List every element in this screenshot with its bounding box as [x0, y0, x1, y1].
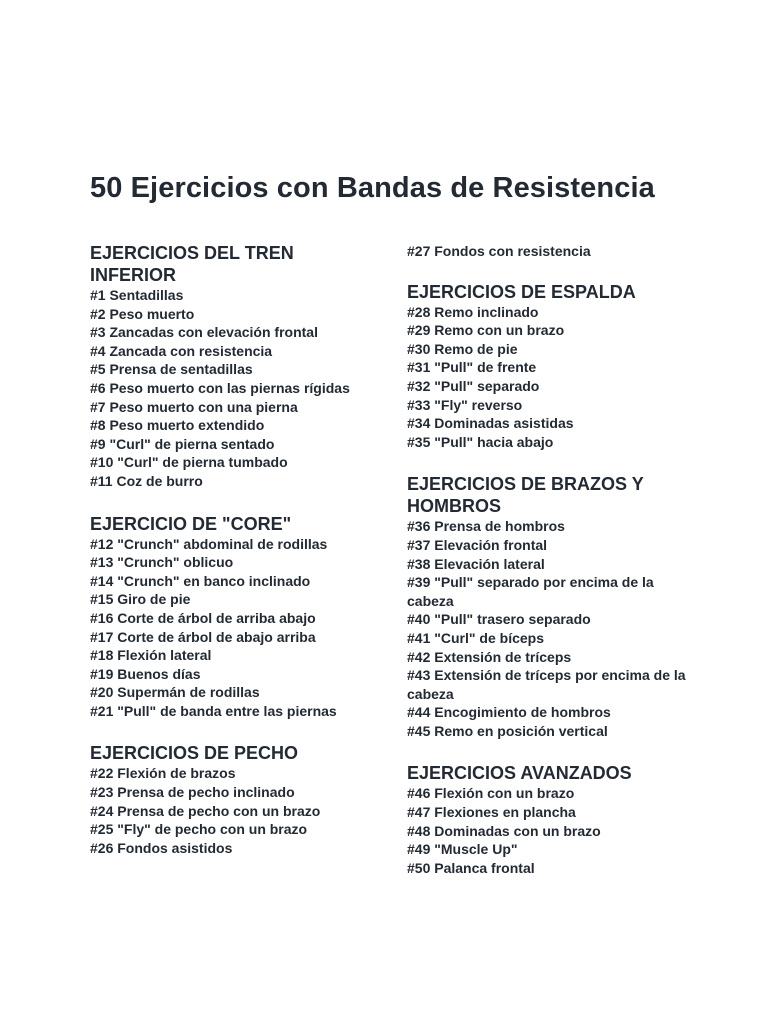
- left-column: [90, 242, 375, 879]
- exercise-item: #15 Giro de pie: [90, 591, 191, 608]
- exercise-item: #1 Sentadillas: [90, 287, 184, 303]
- exercise-section: [407, 762, 689, 877]
- exercise-section: [90, 513, 375, 721]
- exercise-item: #45 Remo en posición vertical: [407, 722, 608, 739]
- exercise-item: #35 "Pull" hacia abajo: [407, 433, 554, 450]
- exercise-item: #48 Dominadas con un brazo: [407, 822, 601, 839]
- exercise-item: #13 "Crunch" oblicuo: [90, 554, 234, 571]
- exercise-item: #19 Buenos días: [90, 665, 201, 682]
- exercise-item: #16 Corte de árbol de arriba abajo: [90, 609, 316, 626]
- exercise-item: #32 "Pull" separado: [407, 377, 540, 394]
- exercise-item: #10 "Curl" de pierna tumbado: [90, 454, 288, 471]
- exercise-item: #11 Coz de burro: [90, 472, 203, 489]
- exercise-section: [90, 242, 375, 491]
- exercise-item: #17 Corte de árbol de abajo arriba: [90, 628, 316, 645]
- exercise-item: #31 "Pull" de frente: [407, 359, 537, 376]
- page-title: 50 Ejercicios con Bandas de Resistencia: [90, 172, 655, 204]
- section-heading: EJERCICIOS DE ESPALDA: [407, 281, 636, 302]
- exercise-item: #42 Extensión de tríceps: [407, 648, 572, 665]
- exercise-item: #29 Remo con un brazo: [407, 322, 565, 339]
- exercise-list: [90, 535, 375, 721]
- exercise-section: [407, 473, 689, 740]
- exercise-item: #38 Elevación lateral: [407, 555, 545, 572]
- section-heading: EJERCICIOS AVANZADOS: [407, 763, 632, 784]
- exercise-item: #4 Zancada con resistencia: [90, 342, 273, 359]
- exercise-item: #33 "Fly" reverso: [407, 396, 523, 413]
- exercise-item: #50 Palanca frontal: [407, 859, 535, 876]
- exercise-item: #43 Extensión de tríceps por encima de la cabeza: [407, 667, 686, 702]
- exercise-item: #14 "Crunch" en banco inclinado: [90, 572, 311, 589]
- exercise-section: [90, 742, 375, 857]
- exercise-item: #8 Peso muerto extendido: [90, 417, 265, 434]
- exercise-item: #49 "Muscle Up": [407, 841, 518, 858]
- section-heading: EJERCICIOS DEL TREN INFERIOR: [90, 243, 294, 285]
- exercise-list: [407, 242, 689, 261]
- exercise-item: #9 "Curl" de pierna sentado: [90, 435, 275, 452]
- section-heading: EJERCICIOS DE PECHO: [90, 743, 299, 764]
- exercise-list: [90, 286, 375, 491]
- section-heading: EJERCICIO DE "CORE": [90, 513, 292, 534]
- exercise-item: #26 Fondos asistidos: [90, 839, 233, 856]
- exercise-item: #47 Flexiones en plancha: [407, 804, 576, 821]
- exercise-list: [407, 517, 689, 740]
- exercise-item: #27 Fondos con resistencia: [407, 243, 591, 259]
- exercise-item: #24 Prensa de pecho con un brazo: [90, 802, 321, 819]
- exercise-item: #40 "Pull" trasero separado: [407, 611, 591, 628]
- exercise-item: #28 Remo inclinado: [407, 303, 539, 320]
- exercise-section: [407, 281, 689, 452]
- exercise-item: #41 "Curl" de bíceps: [407, 629, 544, 646]
- exercise-item: #12 "Crunch" abdominal de rodillas: [90, 535, 328, 552]
- exercise-item: #22 Flexión de brazos: [90, 765, 236, 782]
- exercise-item: #7 Peso muerto con una pierna: [90, 398, 298, 415]
- exercise-item: #34 Dominadas asistidas: [407, 415, 574, 432]
- exercise-list: [90, 764, 375, 857]
- exercise-item: #30 Remo de pie: [407, 340, 518, 357]
- exercise-item: #46 Flexión con un brazo: [407, 785, 575, 802]
- section-heading: EJERCICIOS DE BRAZOS Y HOMBROS: [407, 474, 644, 517]
- exercise-item: #37 Elevación frontal: [407, 536, 548, 553]
- exercise-list: [407, 784, 689, 877]
- exercise-item: #6 Peso muerto con las piernas rígidas: [90, 379, 350, 396]
- exercise-item: #2 Peso muerto: [90, 305, 195, 322]
- exercise-section: [407, 242, 689, 261]
- exercise-item: #3 Zancadas con elevación frontal: [90, 324, 318, 341]
- exercise-item: #5 Prensa de sentadillas: [90, 361, 253, 378]
- exercise-item: #20 Supermán de rodillas: [90, 684, 260, 701]
- exercise-item: #25 "Fly" de pecho con un brazo: [90, 821, 308, 838]
- exercise-item: #21 "Pull" de banda entre las piernas: [90, 702, 337, 719]
- exercise-item: #18 Flexión lateral: [90, 647, 212, 664]
- exercise-item: #44 Encogimiento de hombros: [407, 704, 611, 721]
- exercise-item: #39 "Pull" separado por encima de la cabeza: [407, 574, 654, 609]
- exercise-list: [407, 303, 689, 452]
- right-column: [407, 242, 689, 899]
- exercise-item: #23 Prensa de pecho inclinado: [90, 784, 295, 801]
- exercise-item: #36 Prensa de hombros: [407, 518, 565, 535]
